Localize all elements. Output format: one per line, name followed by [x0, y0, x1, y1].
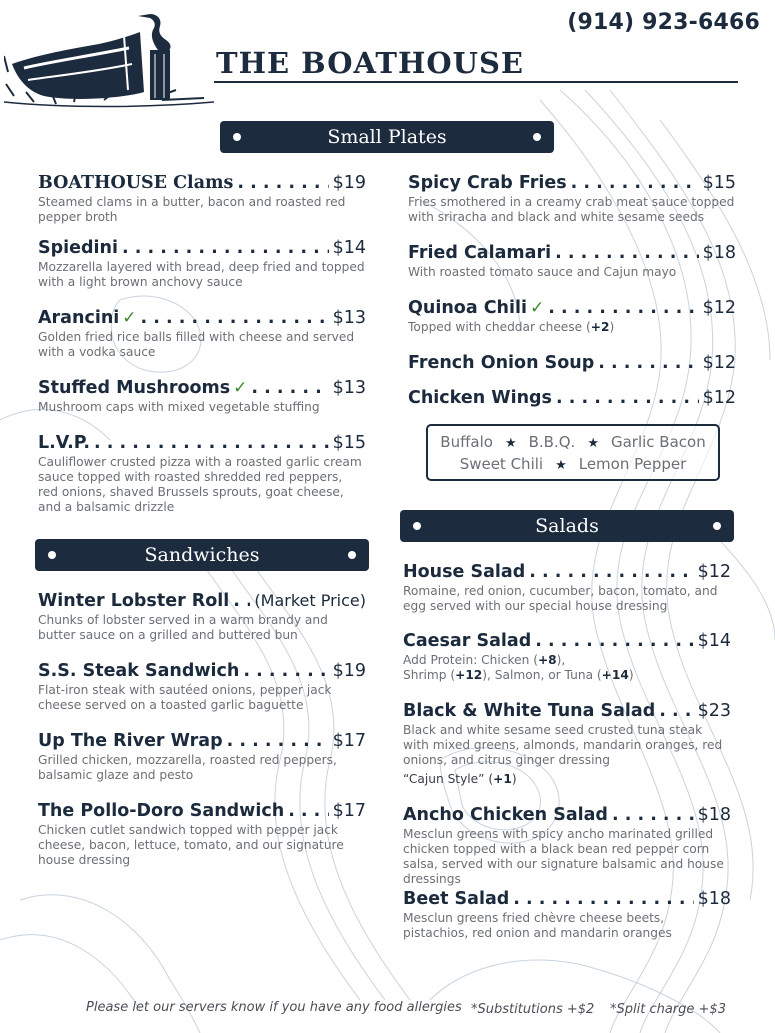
banner-dot [713, 522, 721, 530]
menu-item [403, 631, 731, 683]
item-description: Golden fried rice balls filled with cheese and served with a vodka sauce [38, 330, 355, 359]
menu-item [408, 298, 736, 335]
item-price: $12 [702, 388, 736, 408]
item-name: Beet Salad [403, 889, 510, 909]
item-name: Spicy Crab Fries [408, 173, 567, 193]
item-price: $17 [332, 801, 366, 821]
menu-item [38, 173, 366, 225]
item-description: Topped with cheddar cheese (+2) [408, 320, 615, 334]
dot-leader [659, 701, 693, 721]
menu-item [408, 243, 736, 280]
header-rule [214, 81, 738, 83]
section-title: Sandwiches [144, 544, 260, 566]
menu-item [38, 433, 366, 515]
item-price: $18 [697, 889, 731, 909]
phone-number[interactable]: (914) 923-6466 [567, 10, 760, 35]
item-name: French Onion Soup [408, 353, 595, 373]
dot-leader [288, 801, 328, 821]
banner-dot [413, 522, 421, 530]
item-price: $14 [697, 631, 731, 651]
banner-dot [533, 133, 541, 141]
item-name: Arancini [38, 308, 120, 328]
flavor-option: Sweet Chili [459, 455, 544, 473]
flavor-option: Garlic Bacon [610, 433, 706, 451]
leaf-icon: ✓ [233, 378, 248, 398]
item-price: $12 [697, 562, 731, 582]
item-price: $12 [702, 298, 736, 318]
item-name: S.S. Steak Sandwich [38, 661, 240, 681]
dot-leader [233, 591, 250, 611]
menu-item [38, 378, 366, 415]
section-banner-sandwiches [35, 539, 369, 571]
section-banner-small-plates [220, 121, 554, 153]
dot-leader [556, 388, 699, 408]
item-description: Mesclun greens fried chèvre cheese beets, pistachios, red onion and mandarin oranges [403, 911, 672, 940]
item-description: Black and white sesame seed crusted tuna steak with mixed greens, almonds, mandarin oranges, red onions, and citrus ginger dressing [403, 723, 723, 767]
split-charge-note: *Split charge +$3 [610, 1002, 726, 1017]
menu-item [403, 805, 731, 887]
menu-item [403, 701, 731, 786]
item-price: $18 [702, 243, 736, 263]
item-price: $18 [697, 805, 731, 825]
item-price: $14 [332, 238, 366, 258]
item-description: Romaine, red onion, cucumber, bacon, tomato, and egg served with our special house dressing [403, 584, 718, 613]
item-description: Steamed clams in a butter, bacon and roasted red pepper broth [38, 195, 346, 224]
item-name: Black & White Tuna Salad [403, 701, 656, 721]
substitutions-note: *Substitutions +$2 [471, 1002, 595, 1017]
item-price: $12 [702, 353, 736, 373]
item-name: Up The River Wrap [38, 731, 223, 751]
item-price: $19 [332, 173, 366, 193]
item-name: Stuffed Mushrooms [38, 378, 231, 398]
item-name: Ancho Chicken Salad [403, 805, 608, 825]
menu-item [38, 661, 366, 713]
dot-leader [122, 238, 329, 258]
banner-dot [348, 551, 356, 559]
menu-item [38, 308, 366, 360]
star-icon: ★ [504, 436, 517, 451]
item-name: Spiedini [38, 238, 118, 258]
item-name: Fried Calamari [408, 243, 552, 263]
item-description: Grilled chicken, mozzarella, roasted red peppers, balsamic glaze and pesto [38, 753, 337, 782]
item-description: Chunks of lobster served in a warm brandy and butter sauce on a grilled and buttered bun [38, 613, 328, 642]
flavor-option: Lemon Pepper [578, 455, 687, 473]
item-price: $17 [332, 731, 366, 751]
item-description: Mesclun greens with spicy ancho marinated grilled chicken topped with a black bean red pepper corn salsa, served with our signature balsamic and house dressings [403, 827, 724, 886]
item-description: Flat-iron steak with sautéed onions, pepper jack cheese served on a toasted garlic baguette [38, 683, 332, 712]
menu-item [38, 591, 366, 643]
item-price: (Market Price) [254, 591, 366, 610]
item-price: $13 [332, 308, 366, 328]
dot-leader [548, 298, 698, 318]
item-description: Add Protein: Chicken (+8), Shrimp (+12), Salmon, or Tuna (+14) [403, 653, 634, 682]
item-description: Fries smothered in a creamy crab meat sauce topped with sriracha and black and white sesame seeds [408, 195, 735, 224]
section-banner-salads [400, 510, 734, 542]
item-name: Winter Lobster Roll [38, 591, 230, 611]
dot-leader [94, 433, 329, 453]
item-extra-option: “Cajun Style” (+1) [403, 772, 517, 786]
item-description: Cauliflower crusted pizza with a roasted garlic cream sauce topped with roasted shredded red peppers, red onions, shaved Brussels sprouts, goat cheese, and a balsamic drizzle [38, 455, 362, 514]
item-name: BOATHOUSE Clams [38, 173, 234, 193]
menu-item [38, 731, 366, 783]
wings-flavors-box [426, 424, 720, 481]
dot-leader [227, 731, 329, 751]
menu-item [403, 889, 731, 941]
banner-dot [48, 551, 56, 559]
dot-leader [529, 562, 693, 582]
dot-leader [237, 173, 328, 193]
dot-leader [141, 308, 329, 328]
item-name: L.V.P. [38, 433, 90, 453]
leaf-icon: ✓ [530, 298, 545, 318]
flavor-option: Buffalo [440, 433, 493, 451]
section-title: Salads [535, 515, 599, 537]
leaf-icon: ✓ [122, 308, 137, 328]
menu-item [408, 173, 736, 225]
banner-dot [233, 133, 241, 141]
menu-item [408, 388, 736, 408]
item-price: $19 [332, 661, 366, 681]
dot-leader [243, 661, 328, 681]
item-description: With roasted tomato sauce and Cajun mayo [408, 265, 677, 279]
menu-item [38, 238, 366, 290]
item-name: Caesar Salad [403, 631, 532, 651]
item-description: Mushroom caps with mixed vegetable stuffing [38, 400, 320, 414]
allergy-notice: Please let our servers know if you have any food allergies [86, 1000, 462, 1015]
star-icon: ★ [555, 458, 567, 473]
item-description: Mozzarella layered with bread, deep fried and topped with a light brown anchovy sauce [38, 260, 365, 289]
item-name: House Salad [403, 562, 526, 582]
restaurant-title: THE BOATHOUSE [216, 46, 524, 80]
item-name: Chicken Wings [408, 388, 552, 408]
menu-item [408, 353, 736, 373]
dot-leader [598, 353, 698, 373]
dot-leader [513, 889, 693, 909]
item-name: The Pollo-Doro Sandwich [38, 801, 285, 821]
flavor-option: B.B.Q. [528, 433, 576, 451]
dot-leader [251, 378, 328, 398]
menu-item [38, 801, 366, 868]
dot-leader [612, 805, 694, 825]
item-price: $15 [332, 433, 366, 453]
item-price: $23 [697, 701, 731, 721]
section-title: Small Plates [327, 126, 447, 148]
dot-leader [535, 631, 693, 651]
star-icon: ★ [587, 436, 599, 451]
dot-leader [555, 243, 699, 263]
item-description: Chicken cutlet sandwich topped with pepper jack cheese, bacon, lettuce, tomato, and our signature house dressing [38, 823, 344, 867]
menu-item [403, 562, 731, 614]
boat-and-heron-logo [4, 6, 214, 110]
dot-leader [571, 173, 699, 193]
item-name: Quinoa Chili [408, 298, 528, 318]
item-price: $13 [332, 378, 366, 398]
item-price: $15 [702, 173, 736, 193]
